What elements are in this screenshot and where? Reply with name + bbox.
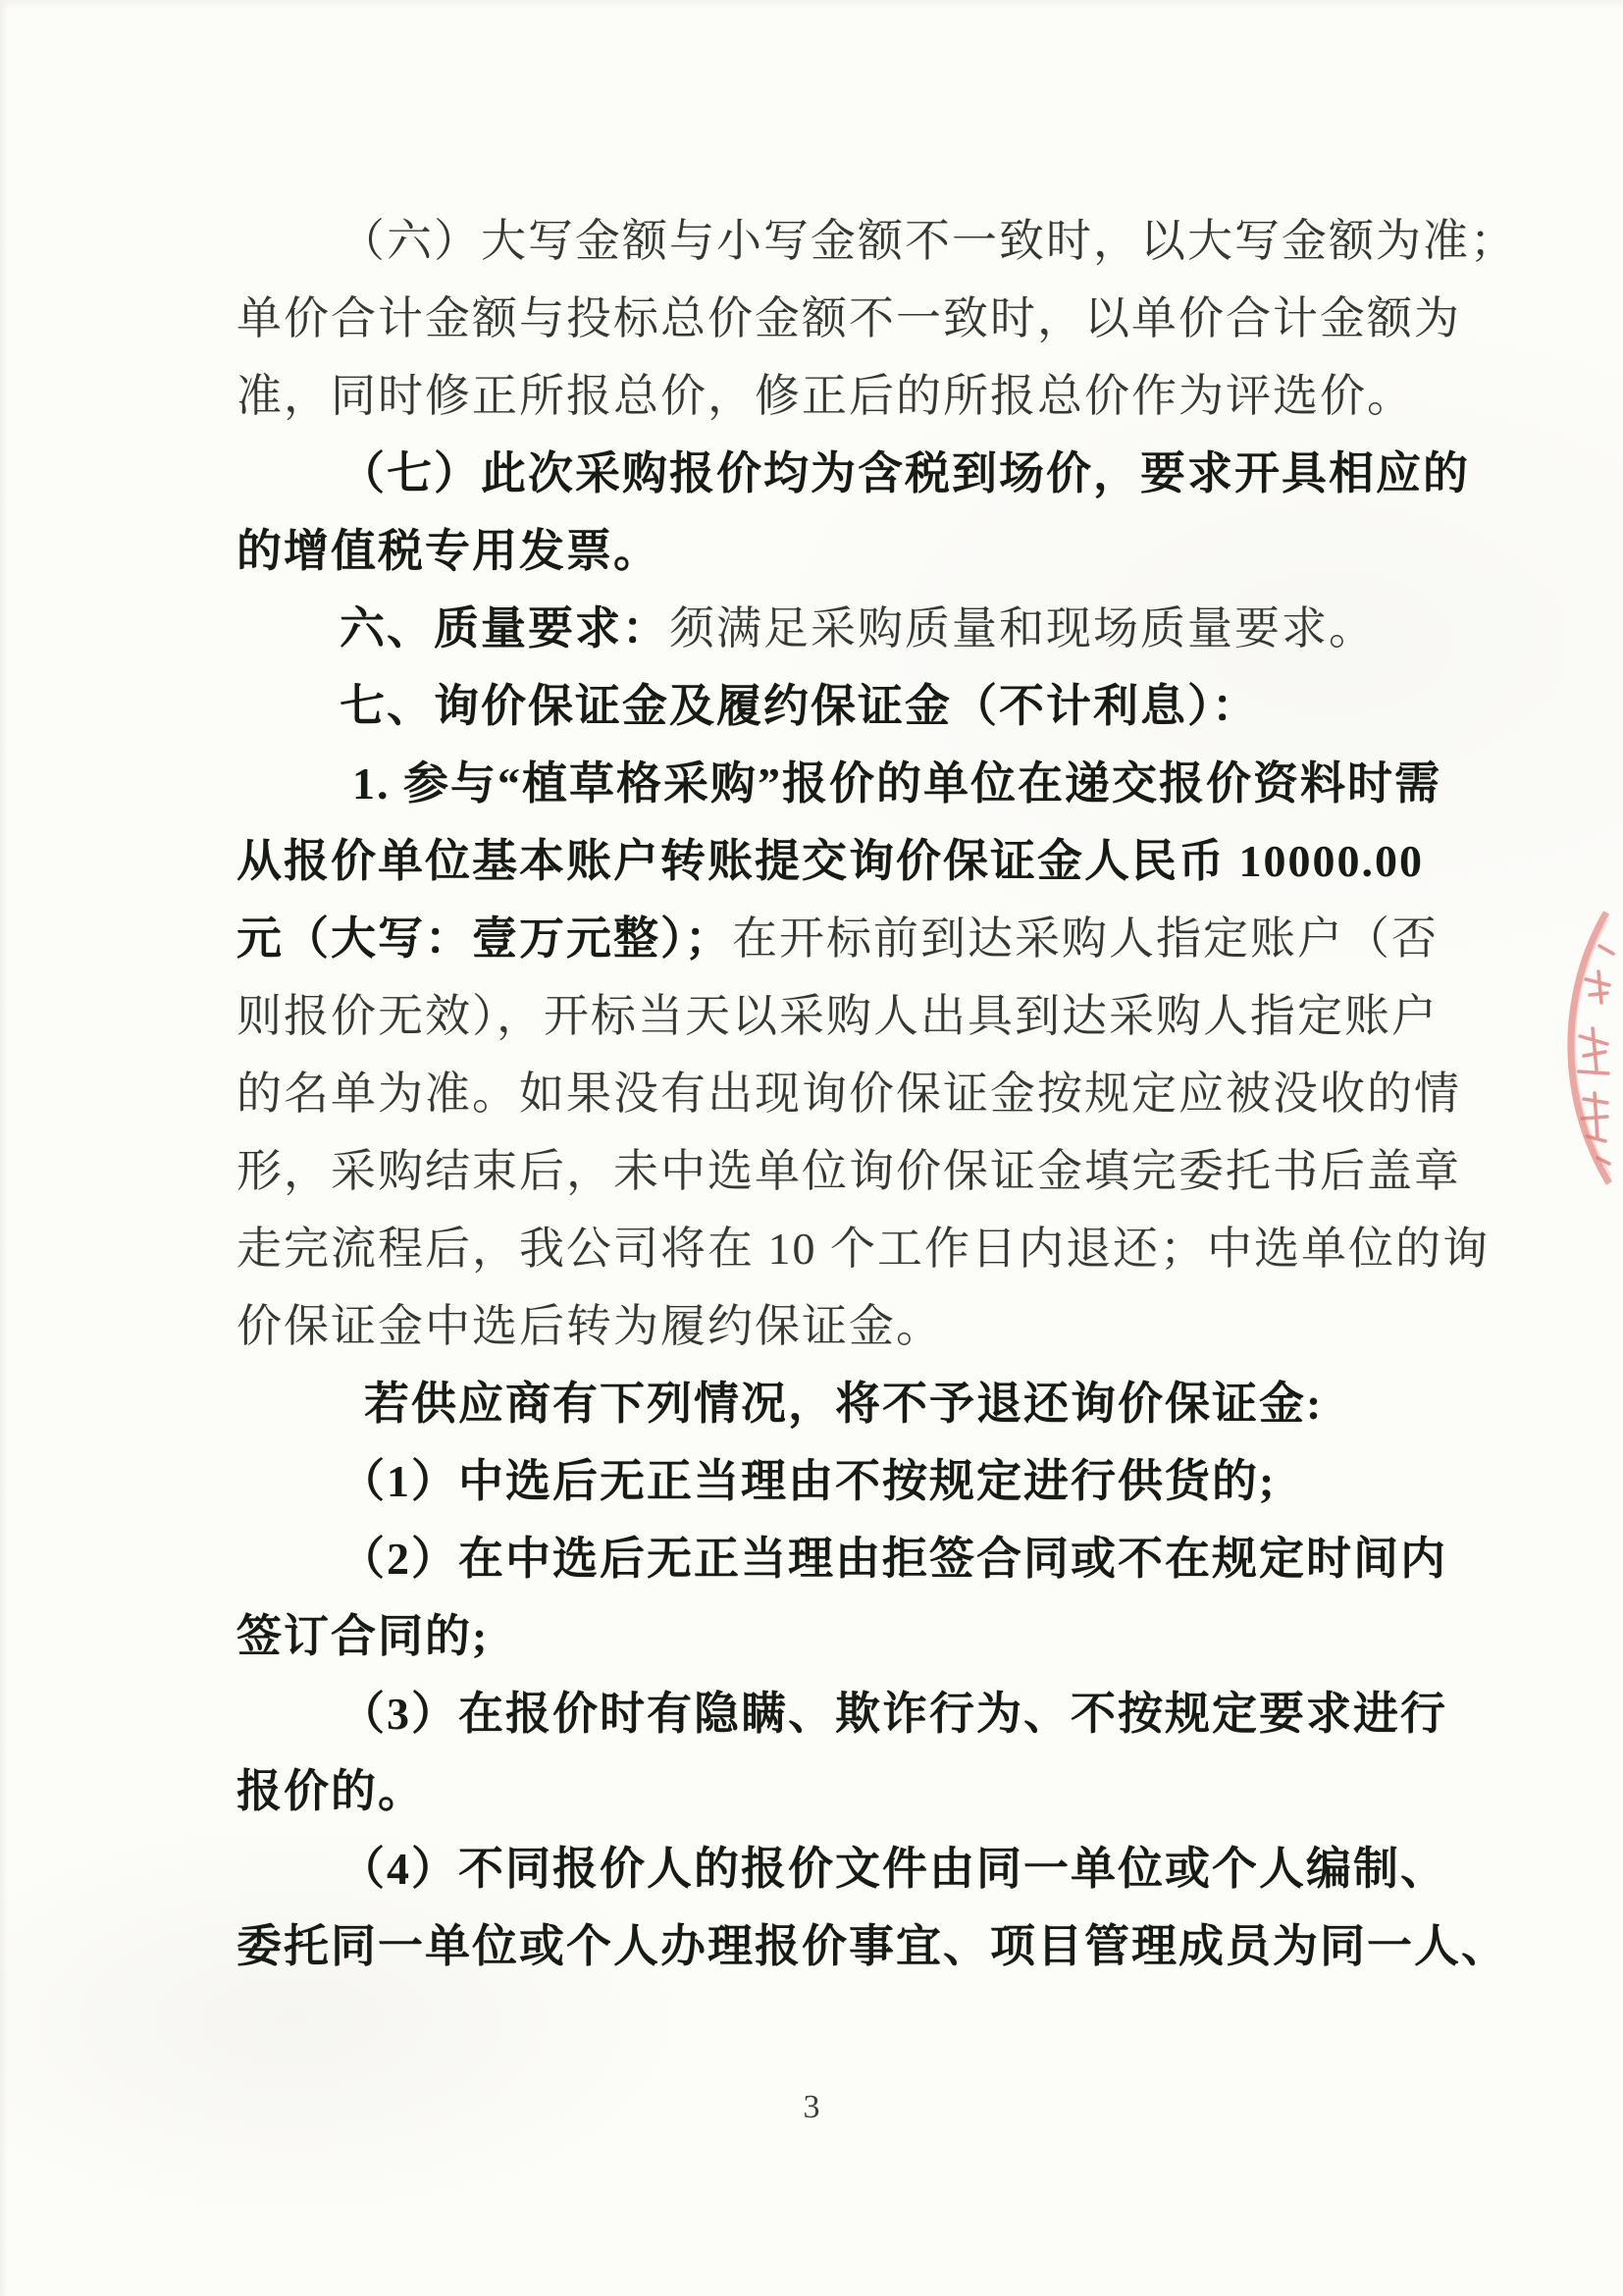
deposit-item-line: 形，采购结束后，未中选单位询价保证金填完委托书后盖章 — [236, 1146, 1461, 1196]
page-number: 3 — [803, 2089, 820, 2125]
deposit-item-line: 的名单为准。如果没有出现询价保证金按规定应被没收的情 — [236, 1069, 1461, 1119]
document-body — [236, 202, 1517, 1985]
text-segment: 元（大写：壹万元整）； — [236, 913, 732, 964]
forfeit-item-3-line: （3）在报价时有隐瞒、欺诈行为、不按规定要求进行 — [340, 1689, 1447, 1739]
clause-6-line: 准，同时修正所报总价，修正后的所报总价作为评选价。 — [236, 371, 1414, 421]
forfeit-item-4-line: （4）不同报价人的报价文件由同一单位或个人编制、 — [340, 1844, 1447, 1894]
seal-glyph-marks — [1579, 946, 1613, 1164]
forfeit-intro-line: 若供应商有下列情况，将不予退还询价保证金: — [364, 1379, 1324, 1429]
clause-6-line: （六）大写金额与小写金额不一致时，以大写金额为准； — [340, 216, 1517, 266]
deposit-item-line — [236, 900, 1463, 977]
forfeit-item-3-line: 报价的。 — [236, 1766, 425, 1816]
deposit-item-line: 从报价单位基本账户转账提交询价保证金人民币 10000.00 — [236, 836, 1424, 886]
clause-7-line: 的增值税专用发票。 — [236, 526, 660, 576]
text-segment: 在开标前到达采购人指定账户（否 — [732, 913, 1439, 964]
deposit-heading-line: 七、询价保证金及履约保证金（不计利息）： — [340, 681, 1259, 731]
clause-7-line: （七）此次采购报价均为含税到场价，要求开具相应的 — [340, 448, 1470, 498]
red-seal-stamp — [1564, 911, 1623, 1187]
text-segment: 须满足采购质量和现场质量要求。 — [669, 603, 1376, 653]
deposit-item-line: 1. 参与“植草格采购”报价的单位在递交报价资料时需 — [352, 758, 1441, 809]
forfeit-item-4-line: 委托同一单位或个人办理报价事宜、项目管理成员为同一人、 — [236, 1921, 1508, 1971]
deposit-item-line: 价保证金中选后转为履约保证金。 — [236, 1301, 943, 1351]
quality-requirement-line — [236, 590, 1463, 667]
forfeit-item-2-line: 签订合同的; — [236, 1611, 490, 1661]
deposit-item-line: 走完流程后，我公司将在 10 个工作日内退还；中选单位的询 — [236, 1224, 1490, 1274]
forfeit-item-2-line: （2）在中选后无正当理由拒签合同或不在规定时间内 — [340, 1534, 1447, 1584]
deposit-item-line: 则报价无效），开标当天以采购人出具到达采购人指定账户 — [236, 991, 1439, 1041]
forfeit-item-1-line: （1）中选后无正当理由不按规定进行供货的; — [340, 1456, 1277, 1506]
text-segment: 六、质量要求： — [340, 603, 669, 653]
clause-6-line: 单价合计金额与投标总价金额不一致时，以单价合计金额为 — [236, 293, 1461, 343]
